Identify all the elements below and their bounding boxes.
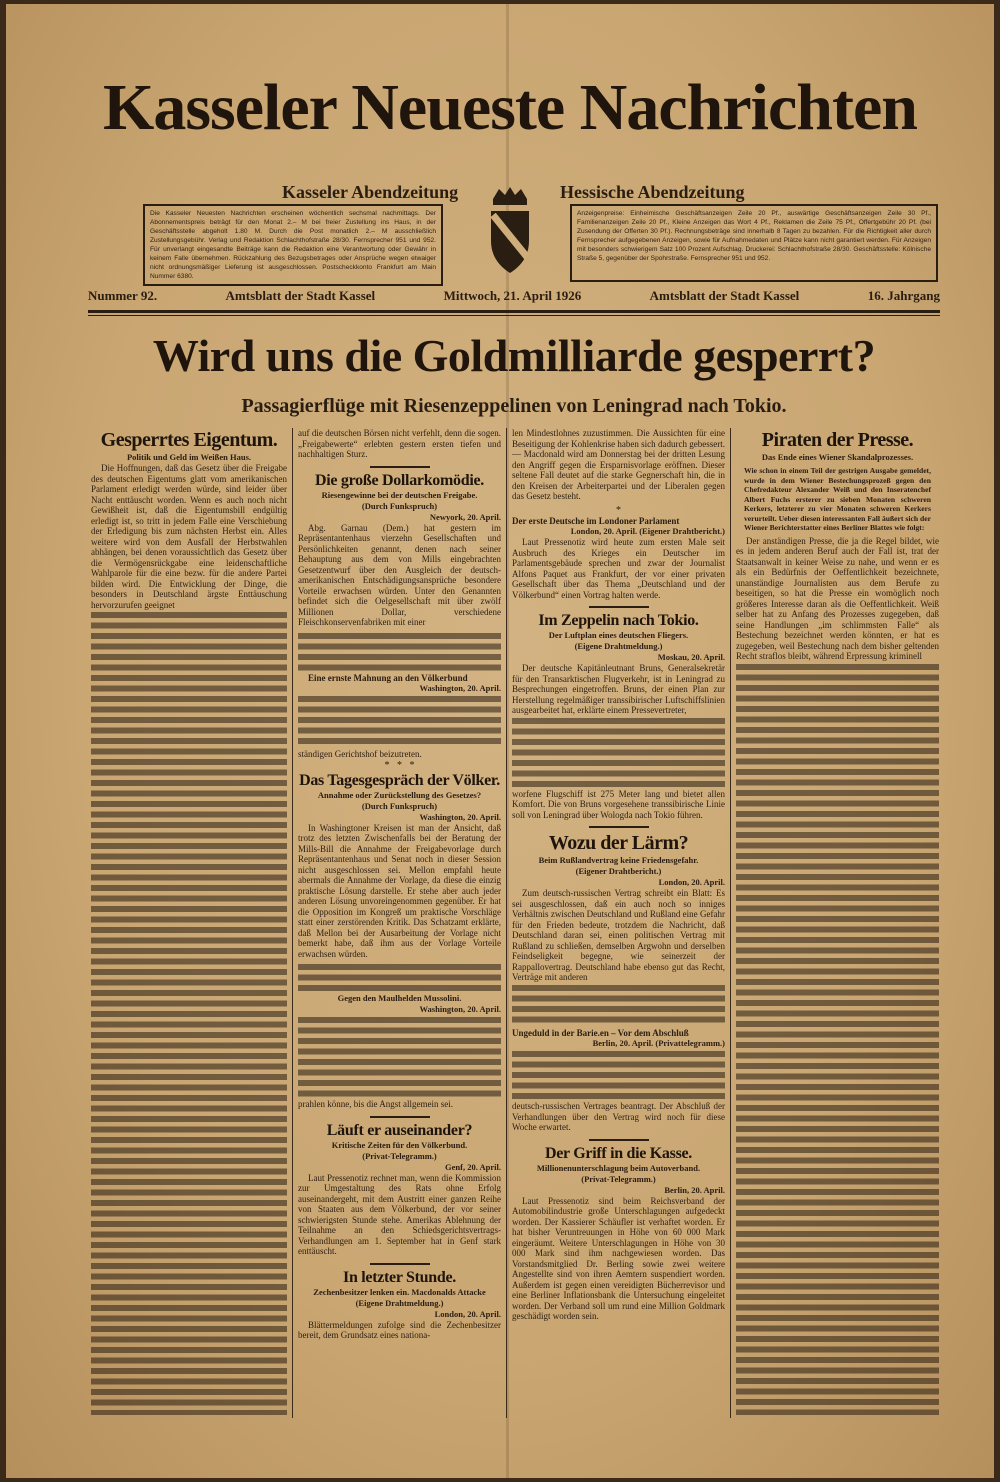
- article-dateline: London, 20. April.: [434, 1308, 501, 1319]
- article-tail: worfene Flugschiff ist 275 Meter lang und bietet allen Komfort. Die von Bruns vorgesehene transsibirische Linie soll von Leningrad über Wologda nach Tokio führen.: [512, 788, 725, 820]
- masthead-left-subtitle: Kasseler Abendzeitung: [282, 182, 459, 202]
- article-laeuft-er-auseinander: [298, 1121, 501, 1257]
- article-subtitle: Kritische Zeiten für den Völkerbund.: [331, 1139, 468, 1150]
- article-title: Das Tagesgespräch der Völker.: [299, 771, 500, 789]
- article-title: Die große Dollarkomödie.: [315, 471, 484, 489]
- article-text-continued: [91, 610, 287, 1415]
- article-body: Die Hoffnungen, daß das Gesetz über die Freigabe des deutschen Eigentums glatt vom amerikanischen Parlament erledigt werden würde, sind leider über Nacht enttäuscht worden. Wenn es auch noch nicht Gewißheit ist, daß die Eigentumsbill endgültig erledigt ist, so tritt in jedem Falle eine Verschiebung der Erledigung bis zum nächsten Herbst ein. Alles weitere wird von dem Ausfall der Herbstwahlen abhängen, bei denen voraussichtlich das Gesetz über die Vermögensrückgabe eine leidenschaftliche Wahlparole für die eine bezw. für die andere Partei bilden wird. Die Entwicklung der Dinge, die besonders in Deutschland ärgste Enttäuschung hervorzurufen geeignet: [91, 463, 287, 610]
- article-continuation: len Mindestlohnes zuzustimmen. Die Aussichten für eine Beseitigung der Kohlenkrise haben sich dadurch gebessert. — Macdonald wird am Donnerstag bei der dritten Lesung den Angriff gegen die Ersparnisvorlage eröffnen. Dieser seltene Fall deutet auf die starke Gegnerschaft hin, die in den Kreisen der Arbeiterpartei und der Liberalen gegen das Gesetz besteht.: [512, 428, 725, 501]
- subscription-info-box: Die Kasseler Neuesten Nachrichten erscheinen wöchentlich sechsmal nachmittags. Der Abonnementspreis beträgt für den Monat 2.– M bei freier Zustellung ins Haus, in der Geschäftsstelle abgeholt 1.80 M. Durch die Post monatlich 2.– M ausschließlich Zustellungsgebühr. Verlag und Redaktion Schlachthofstraße 28/30. Fernsprecher 951 und 952. Für unverlangt eingesandte Beiträge kann die Redaktion eine Verantwortung oder Gewähr in keinem Falle übernehmen. Rückzahlung des Bezugsbetrages oder Ansprüche wegen etwaiger nicht ordnungsmäßiger Lieferung ist ausgeschlossen. Postscheckkonto Frankfurt am Main Nummer 6380.: [143, 204, 443, 286]
- article-text-continued: [512, 716, 725, 789]
- article-tagesgespraech: [298, 749, 501, 959]
- article-mahnung-voelkerbund: [298, 631, 501, 747]
- article-body: Laut Pressenotiz wird heute zum ersten Male seit Ausbruch des Krieges ein Deutscher im Parlamentsgebäude sprechen und zwar der Journalist Alfons Paquet aus Frankfurt, der vor einer privaten Gesellschaft über das Thema „Deutschland und der Völkerbund“ einen Vortrag halten werde.: [512, 537, 725, 600]
- article-subtitle: Der Luftplan eines deutschen Fliegers.: [548, 630, 689, 640]
- article-dollarkomoedie: [298, 471, 501, 628]
- article-title: Gesperrtes Eigentum.: [100, 429, 278, 451]
- separator: [589, 606, 649, 608]
- article-griff-in-die-kasse: [512, 1144, 725, 1322]
- article-in-letzter-stunde: [298, 1268, 501, 1341]
- separator-star: *: [616, 504, 621, 516]
- advertising-rates-box: Anzeigenpreise: Einheimische Geschäftsanzeigen Zeile 20 Pf., auswärtige Geschäftsanzeigen Zeile 30 Pf., Familienanzeigen Zeile 20 Pf., Kleine Anzeigen das Wort 4 Pf., Reklamen die Zeile 75 Pf., Offertgebühr 20 Pf. (bei Zusendung der Offerten 30 Pf.). Rechnungsbeträge sind innerhalb 8 Tagen zu bezahlen. Für die Richtigkeit aller durch Fernsprecher aufgegebenen Anzeigen, sowie für Aufnahmedaten und Plätze kann nicht garantiert werden. Für Anzeigen mit besonders schwierigem Satz 100 Prozent Aufschlag. Druckerei: Schlachthofstraße 28/30. Geschäftsstelle: Kölnische Straße 5, gegenüber der Spohrstraße. Fernsprecher 951 und 952.: [570, 204, 938, 282]
- article-body: Der deutsche Kapitänleutnant Bruns, Generalsekretär für den Transarktischen Flugverkehr, ist in Leningrad zu Besprechungen eingetroffen. Bruns, der einen Plan zur Herstellung regelmäßiger transsibirischer Luftschiffslinien ausgearbeitet hat, erklärte einem Pressevertreter,: [512, 663, 725, 715]
- article-gesperrtes-eigentum: [91, 428, 287, 1415]
- article-dateline: London, 20. April. (Eigener Drahtbericht.): [570, 526, 725, 536]
- separator: [589, 1139, 649, 1141]
- article-body: Abg. Garnau (Dem.) hat gestern im Repräsentantenhaus vierzehn Gesellschaften und Persönlichkeiten genannt, denen nach seiner Behauptung aus dem von Mills eingebrachten Gesetzentwurf über den Ausgleich der deutsch-amerikanischen Entschädigungsansprüche besondere Vorteile erwachsen würden. Unter den Genannten befindet sich die Oelgesellschaft mit über zwölf Millionen Dollar, verschiedene Fleischkonservenfabriken mit einer: [298, 522, 501, 627]
- article-source: (Eigene Drahtmeldung.): [355, 1297, 444, 1308]
- article-title: Läuft er auseinander?: [326, 1121, 473, 1139]
- article-title: Ungeduld in der Barie.en – Vor dem Abschluß: [512, 1027, 689, 1038]
- separator: [370, 1263, 430, 1265]
- article-body: Der anständigen Presse, die ja die Regel bildet, wie es in jedem anderen Beruf auch der Fall ist, trat der Staatsanwalt in keiner Weise zu nahe, und wenn er es als ein Bedürfnis der Oeffentlichkeit bezeichnete, unanständige Journalisten aus dem Berufe zu beseitigen, so hat die Presse ein womöglich noch größeres Interesse daran als die Oeffentlichkeit. Weiß selber hat zu Anfang des Prozesses zugegeben, daß seine Handlungen „im schlimmsten Falle“ als Bestechung bezeichnet werden könnten, er hat es zugegeben, weil Bestechung nach dem bisher geltenden Recht straflos bleibt, während Erpressung kriminell: [736, 535, 939, 661]
- article-source: (Durch Funkspruch): [361, 800, 438, 811]
- lead-headline: Wird uns die Goldmilliarde gesperrt?: [152, 330, 876, 381]
- article-dateline: Moskau, 20. April.: [657, 652, 725, 662]
- column-1: [86, 428, 292, 1418]
- article-title: Der erste Deutsche im Londoner Parlament: [512, 515, 680, 526]
- article-text-continued: [298, 962, 501, 993]
- article-title: Gegen den Maulhelden Mussolini.: [337, 993, 462, 1003]
- article-title: Piraten der Presse.: [761, 429, 914, 451]
- article-subtitle: Millionenunterschlagung beim Autoverband.: [536, 1162, 701, 1173]
- article-tail: prahlen könne, bis die Angst allgemein sei.: [298, 1099, 453, 1109]
- article-wozu-der-laerm: [512, 831, 725, 1025]
- volume: 16. Jahrgang: [867, 288, 940, 303]
- article-tail: deutsch-russischen Vertrages beantragt. Der Abschluß der Verhandlungen über den Vertrag wird noch für diese Woche erwartet.: [512, 1101, 725, 1132]
- article-mussolini: [298, 962, 501, 1110]
- masthead-title: Kasseler Neueste Nachrichten: [103, 71, 917, 144]
- article-body: Zum deutsch-russischen Vertrag schreibt ein Blatt: Es sei ausgeschlossen, daß ein auch noch so inniges Verhältnis zwischen Deutschland und Rußland eine Gefahr für den Frieden bedeute, trotzdem die Nachricht, daß Deutschland daran sei, einen politischen Vertrag mit Rußland zu schließen, demselben Argwohn und derselben Feindseligkeit begegne, wie seinerzeit der Rappallovertrag. Deutschland habe ebenso gut das Recht, Verträge mit anderen: [512, 888, 725, 982]
- amtsblatt-right: Amtsblatt der Stadt Kassel: [649, 288, 800, 303]
- article-dateline: Washington, 20. April.: [419, 811, 501, 822]
- article-zeppelin-tokio: [512, 611, 725, 820]
- article-subtitle: Politik und Geld im Weißen Haus.: [126, 452, 252, 462]
- article-text-continued: [512, 983, 725, 1025]
- column-3: [506, 428, 730, 1418]
- issue-number: Nummer 92.: [88, 288, 158, 303]
- article-text-continued: [298, 631, 501, 673]
- article-body: Blättermeldungen zufolge sind die Zechenbesitzer bereit, dem Grundsatz eines nationa-: [298, 1319, 501, 1340]
- lead-subheadline: Passagierflüge mit Riesenzeppelinen von Leningrad nach Tokio.: [241, 395, 787, 417]
- article-dateline: London, 20. April.: [658, 877, 725, 887]
- article-text-continued: [298, 694, 501, 746]
- article-body: Laut Pressenotiz rechnet man, wenn die Kommission zur Umgestaltung des Rats ohne Erfolg auseinandergeht, mit dem Austritt einer ganzen Reihe von Staaten aus dem Völkerbund, der vor seiner schwierigsten Stunde stehe. Amerikas Ablehnung der Teilnahme an den Schiedsgerichtsvertrags-Verhandlungen am 1. September hat in Genf stark enttäuscht.: [298, 1172, 501, 1256]
- article-body: Laut Pressenotiz sind beim Reichsverband der Automobilindustrie große Unterschlagungen aufgedeckt worden. Der Kassierer Schäufler ist verhaftet worden. Er hat bisher Veruntreuungen in Höhe von 60 000 Mark eingeräumt. Weitere Unterschlagungen in Höhe von 30 000 Mark sind ihm nachgewiesen worden. Das Vorstandsmitglied Dr. Berling sowie zwei weitere Angestellte sind von ihren Aemtern suspendiert worden. Außerdem ist gegen einen vereidigten Bücherrevisor und eine Berliner Inflationsbank die Untersuchung eingeleitet worden. Der Verband soll um rund eine Million Goldmark geschädigt worden sein.: [512, 1195, 725, 1321]
- article-source: (Eigene Drahtmeldung.): [574, 641, 663, 651]
- article-source: (Eigener Drahtbericht.): [575, 866, 662, 876]
- article-dateline: Washington, 20. April.: [419, 1004, 501, 1014]
- article-dateline: Washington, 20. April.: [419, 683, 501, 693]
- article-ungeduld: [512, 1028, 725, 1133]
- separator: [370, 466, 430, 468]
- amtsblatt-left: Amtsblatt der Stadt Kassel: [225, 288, 376, 303]
- article-source: (Durch Funkspruch): [361, 500, 438, 511]
- article-tail: ständigen Gerichtshof beizutreten.: [298, 749, 422, 759]
- article-subtitle: Das Ende eines Wiener Skandalprozesses.: [761, 452, 914, 462]
- article-subtitle: Riesengewinne bei der deutschen Freigabe.: [321, 489, 478, 500]
- article-subtitle: Zechenbesitzer lenken ein. Macdonalds Attacke: [313, 1286, 486, 1297]
- article-text-continued: [298, 1015, 501, 1099]
- article-piraten-der-presse: [736, 428, 939, 1415]
- issue-info-line: [88, 288, 940, 304]
- article-text-continued: [512, 1049, 725, 1101]
- issue-date: Mittwoch, 21. April 1926: [443, 288, 582, 303]
- separator: [370, 1116, 430, 1118]
- article-continuation: auf die deutschen Börsen nicht verfehlt, denn die sogen. „Freigabewerte“ erlebten gestern ersten tiefen und nachhaltigen Sturz.: [298, 428, 501, 459]
- article-subtitle: Beim Rußlandvertrag keine Friedensgefahr.: [538, 855, 699, 865]
- article-title: Wozu der Lärm?: [548, 832, 689, 854]
- column-4: [730, 428, 944, 1418]
- article-dateline: Berlin, 20. April.: [664, 1184, 725, 1195]
- article-title: Eine ernste Mahnung an den Völkerbund: [308, 672, 468, 683]
- article-intro: Wie schon in einem Teil der gestrigen Ausgabe gemeldet, wurde in dem Wiener Bestechungsprozeß gegen den Chefredakteur Alexander Weiß und den Inseratenchef Albert Fuchs ersterer zu sieben Monaten schweren Kerkers, letzterer zu vier Monaten schweren Kerkers verurteilt. Ueber diesen interessanten Fall äußert sich der Wiener Berichterstatter eines Berliner Blattes wie folgt:: [744, 466, 931, 532]
- article-title: In letzter Stunde.: [343, 1268, 456, 1286]
- article-erster-deutscher-london: [512, 516, 725, 601]
- article-title: Der Griff in die Kasse.: [544, 1144, 692, 1162]
- article-subtitle: Annahme oder Zurückstellung des Gesetzes?: [317, 789, 482, 800]
- column-2: [292, 428, 506, 1418]
- separator-stars: * * *: [384, 759, 415, 771]
- article-dateline: Newyork, 20. April.: [429, 511, 501, 522]
- separator: [589, 826, 649, 828]
- article-body: In Washingtoner Kreisen ist man der Ansicht, daß trotz des letzten Zwischenfalls bei der Beratung der Mills-Bill die Annahme der Freigabevorlage durch Repräsentantenhaus und Senat noch in dieser Session nicht ausgeschlossen sei. Mellon empfahl heute abermals die Annahme der Vorlage, da diese die einzig praktische Lösung darstelle. Er stehe aber auch jeder anderen Lösung unvoreingenommen gegenüber. Er hat die Opposition im Kongreß um praktische Vorschläge statt einer zerstörenden Kritik. Das Schatzamt erklärte, daß Mellon bei der Ausarbeitung der Vorlage nicht bemerkt habe, daß ihm aus der Vorlage Vorteile erwachsen würden.: [298, 822, 501, 959]
- article-title: Im Zeppelin nach Tokio.: [538, 612, 699, 629]
- article-text-continued: [736, 662, 939, 1416]
- article-source: (Privat-Telegramm.): [362, 1150, 437, 1161]
- article-source: (Privat-Telegramm.): [581, 1173, 656, 1184]
- article-dateline: Genf, 20. April.: [445, 1161, 501, 1172]
- article-dateline: Berlin, 20. April. (Privattelegramm.): [592, 1038, 725, 1048]
- masthead-right-subtitle: Hessische Abendzeitung: [560, 182, 745, 202]
- masthead-rule: [88, 310, 940, 316]
- coat-of-arms-icon: [485, 185, 535, 275]
